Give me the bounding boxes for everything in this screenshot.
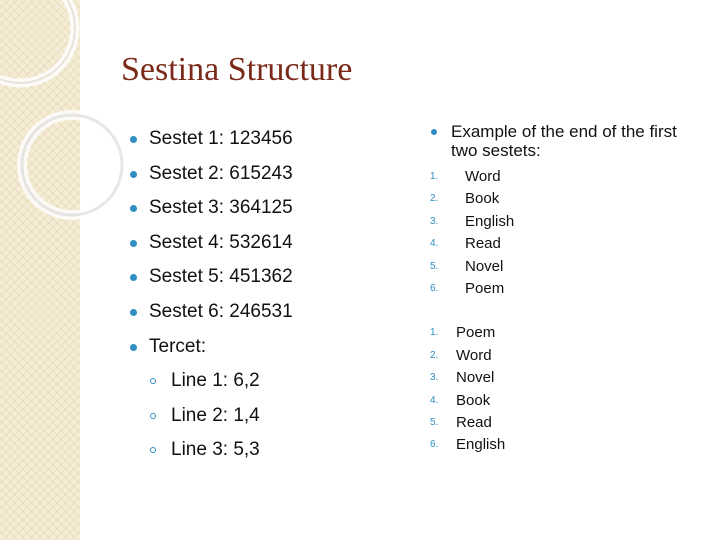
- end-word: Novel: [465, 257, 504, 275]
- list-item: [430, 166, 700, 188]
- example-intro: Example of the end of the first two sestets:: [430, 122, 700, 160]
- list-item: [430, 412, 700, 434]
- list-item: [430, 211, 700, 233]
- list-item: [430, 345, 700, 367]
- list-item: Tercet:: [130, 332, 410, 367]
- list-item: [430, 188, 700, 210]
- list-item: [430, 278, 700, 300]
- item-number: 2.: [430, 193, 439, 205]
- list-item: Sestet 1: 123456: [130, 124, 410, 159]
- first-sestet-list: [430, 166, 700, 300]
- sub-list-item: Line 3: 5,3: [130, 435, 410, 470]
- list-item: [430, 322, 700, 344]
- list-item: [430, 434, 700, 456]
- end-word: Novel: [456, 369, 495, 387]
- sub-list-item: Line 1: 6,2: [130, 366, 410, 401]
- list-item: [430, 256, 700, 278]
- list-item: [430, 390, 700, 412]
- item-number: 1.: [430, 171, 439, 182]
- end-word: English: [465, 212, 515, 230]
- item-number: 1.: [430, 327, 439, 339]
- item-number: 3.: [430, 215, 439, 227]
- item-number: 6.: [430, 282, 439, 294]
- sub-list-item: Line 2: 1,4: [130, 401, 410, 436]
- end-word: Poem: [456, 324, 496, 342]
- end-word: Read: [465, 235, 501, 253]
- end-word: Book: [465, 190, 500, 208]
- item-number: 4.: [430, 238, 439, 250]
- list-item: Sestet 6: 246531: [130, 297, 410, 332]
- list-item: Sestet 2: 615243: [130, 159, 410, 194]
- item-number: 5.: [430, 260, 439, 272]
- end-word: Word: [456, 346, 492, 364]
- sestet-list: [130, 124, 410, 470]
- second-sestet-list: [430, 322, 700, 456]
- right-column: [430, 122, 700, 457]
- end-word: Poem: [465, 279, 505, 297]
- slide-title: Sestina Structure: [121, 51, 353, 88]
- list-item: [430, 233, 700, 255]
- item-number: 2.: [430, 349, 439, 361]
- list-item: Sestet 5: 451362: [130, 262, 410, 297]
- item-number: 6.: [430, 439, 439, 451]
- list-item: [430, 367, 700, 389]
- left-column: [130, 124, 410, 470]
- item-number: 4.: [430, 394, 439, 406]
- end-word: Word: [465, 168, 501, 185]
- item-number: 3.: [430, 372, 439, 384]
- list-item: Sestet 4: 532614: [130, 228, 410, 263]
- end-word: English: [456, 436, 506, 454]
- end-word: Book: [456, 391, 491, 409]
- end-word: Read: [456, 413, 492, 431]
- item-number: 5.: [430, 416, 439, 428]
- decorative-rings: [0, 0, 130, 260]
- list-item: Sestet 3: 364125: [130, 193, 410, 228]
